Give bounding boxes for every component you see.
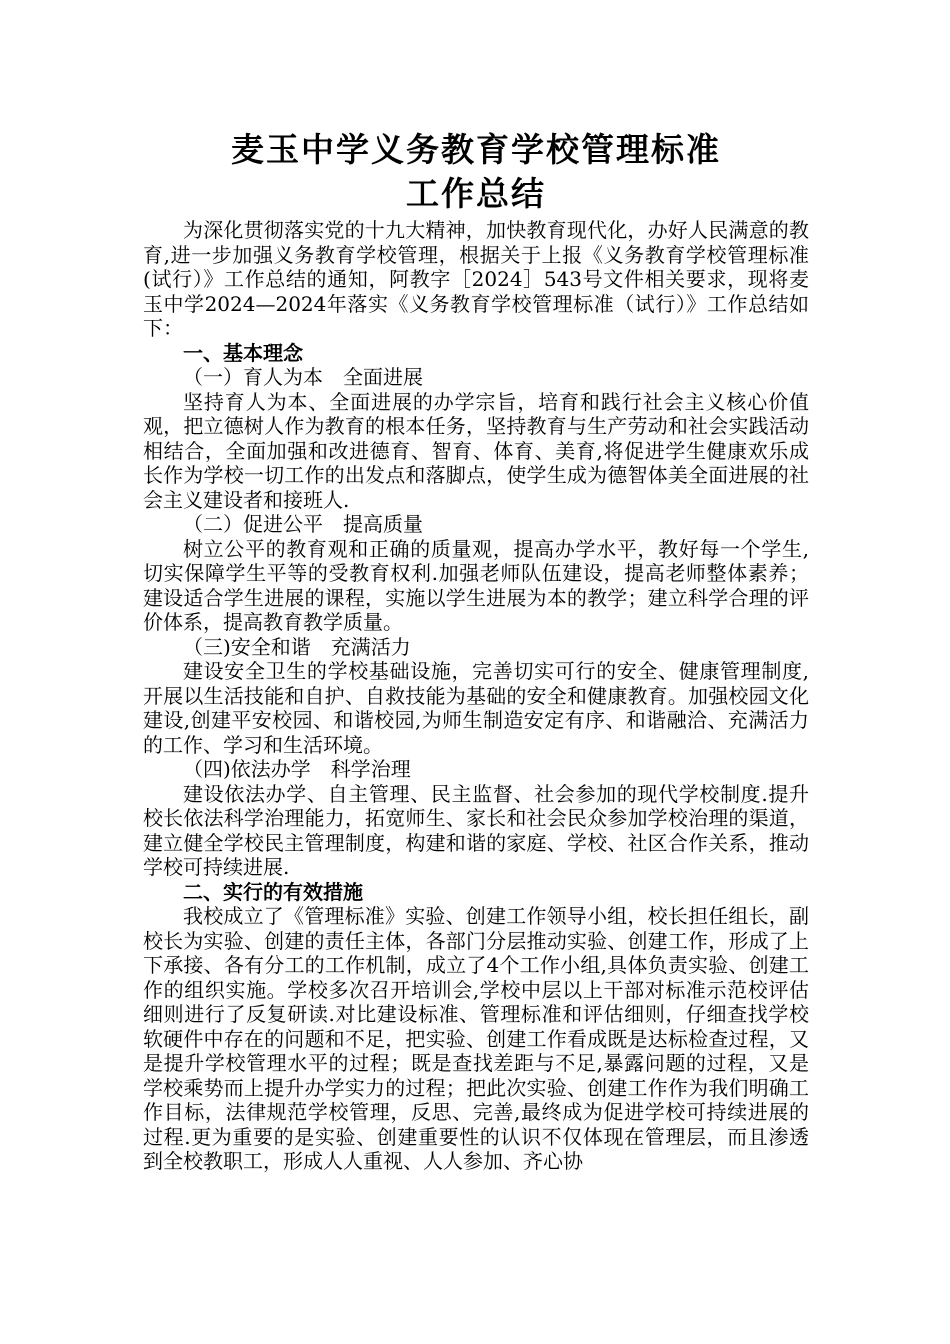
- document-title-line1: 麦玉中学义务教育学校管理标准: [231, 130, 721, 169]
- section1-sub3-paragraph: 建设安全卫生的学校基础设施，完善切实可行的安全、健康管理制度,开展以生活技能和自护、自救技能为基础的安全和健康教育。加强校园文化建设,创建平安校园、和谐校园,为师生制造安定有序、和谐融洽、充满活力的工作、学习和生活环境。: [143, 659, 809, 757]
- section1-sub4-paragraph: 建设依法办学、自主管理、民主监督、社会参加的现代学校制度.提升校长依法科学治理能力，拓宽师生、家长和社会民众参加学校治理的渠道，建立健全学校民主管理制度，构建和谐的家庭、学校、社区合作关系，推动学校可持续进展.: [143, 781, 809, 879]
- section2-paragraph: 我校成立了《管理标准》实验、创建工作领导小组，校长担任组长，副校长为实验、创建的责任主体，各部门分层推动实验、创建工作，形成了上下承接、各有分工的工作机制，成立了4个工作小组,具体负责实验、创建工作的组织实施。学校多次召开培训会,学校中层以上干部对标准示范校评估细则进行了反复研读.对比建设标准、管理标准和评估细则，仔细查找学校软硬件中存在的问题和不足，把实验、创建工作看成既是达标检查过程，又是提升学校管理水平的过程；既是查找差距与不足,暴露问题的过程，又是学校乘势而上提升办学实力的过程；把此次实验、创建工作作为我们明确工作目标，法律规范学校管理，反思、完善,最终成为促进学校可持续进展的过程.更为重要的是实验、创建重要性的认识不仅体现在管理层，而且渗透到全校教职工，形成人人重视、人人参加、齐心协: [143, 904, 809, 1173]
- section1-sub2-heading: （二）促进公平 提高质量: [183, 512, 423, 536]
- section1-heading: 一、基本理念: [183, 340, 303, 365]
- section1-sub4-heading: （四)依法办学 科学治理: [183, 757, 411, 781]
- section1-sub1-paragraph: 坚持育人为本、全面进展的办学宗旨，培育和践行社会主义核心价值观，把立德树人作为教育的根本任务，坚持教育与生产劳动和社会实践活动相结合，全面加强和改进德育、智育、体育、美育,将促进学生健康欢乐成长作为学校一切工作的出发点和落脚点，使学生成为德智体美全面进展的社会主义建设者和接班人.: [143, 389, 809, 512]
- document-title-line2: 工作总结: [406, 174, 546, 213]
- intro-paragraph: 为深化贯彻落实党的十九大精神，加快教育现代化，办好人民满意的教育,进一步加强义务教育学校管理，根据关于上报《义务教育学校管理标准(试行）》工作总结的通知，阿教字［2024］543号文件相关要求，现将麦玉中学2024—2024年落实《义务教育学校管理标准（试行）》工作总结如下：: [143, 218, 809, 340]
- section1-sub3-heading: （三)安全和谐 充满活力: [183, 634, 411, 659]
- section1-sub2-paragraph: 树立公平的教育观和正确的质量观，提高办学水平，教好每一个学生,切实保障学生平等的受教育权利.加强老师队伍建设，提高老师整体素养；建设适合学生进展的课程，实施以学生进展为本的教学；建立科学合理的评价体系，提高教育教学质量。: [143, 536, 809, 634]
- section2-heading: 二、实行的有效措施: [183, 879, 363, 904]
- document-page: [143, 128, 809, 1174]
- section1-sub1-heading: （一）育人为本 全面进展: [183, 365, 423, 389]
